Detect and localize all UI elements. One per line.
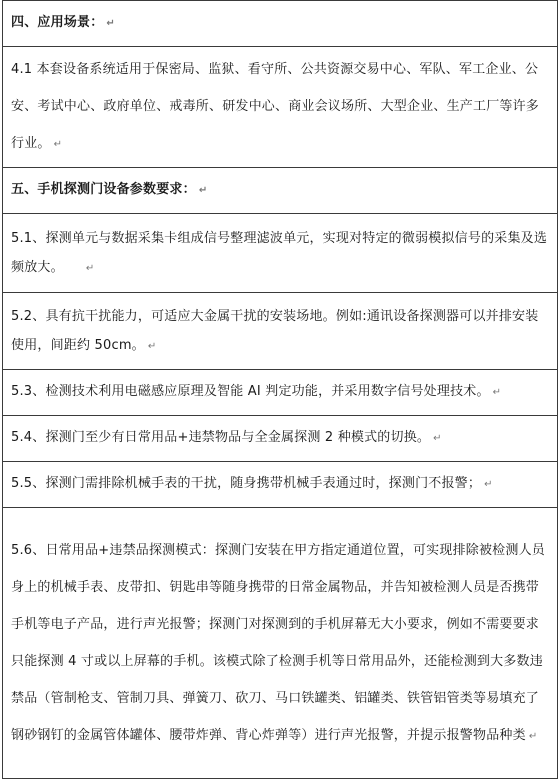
section-heading <box>3 168 558 214</box>
table-row <box>3 416 558 462</box>
table-cell <box>3 462 558 508</box>
cell-text: 5.4、探测门至少有日常用品+违禁物品与全金属探测 2 种模式的切换。 <box>11 430 431 445</box>
cell-text: 5.3、检测技术利用电磁感应原理及智能 AI 判定功能，并采用数字信号处理技术。 <box>11 384 490 399</box>
paragraph-mark-icon: ↵ <box>492 387 502 398</box>
table-cell <box>3 47 558 168</box>
table-row <box>3 462 558 508</box>
cell-text: 5.2、具有抗干扰能力，可适应大金属干扰的安装场地。例如:通讯设备探测器可以并排安装使用，间距约 50cm。 <box>11 308 539 353</box>
table-cell <box>3 508 558 779</box>
paragraph-mark-icon: ↵ <box>198 185 208 196</box>
paragraph-mark-icon: ↵ <box>106 18 115 29</box>
section-heading <box>3 1 558 47</box>
table-row <box>3 370 558 416</box>
table-cell <box>3 370 558 416</box>
table-row <box>3 214 558 293</box>
heading-text: 五、手机探测门设备参数要求： <box>11 182 196 197</box>
paragraph-mark-icon: ↵ <box>147 340 157 352</box>
table-row <box>3 508 558 779</box>
table-row <box>3 168 558 214</box>
paragraph-mark-icon: ↵ <box>85 262 95 274</box>
table-cell <box>3 214 558 293</box>
cell-text: 5.6、日常用品+违禁品探测模式：探测门安装在甲方指定通道位置，可实现排除被检测人员身上的机械手表、皮带扣、钥匙串等随身携带的日常金属物品，并告知被检测人员是否携带手机等电子产品，进行声光报警；探测门对探测到的手机屏幕无大小要求，例如不需要要求只能探测 4 寸或以上屏幕的手机。该模式除了检测手机等日常用品外，还能检测到大多数违禁品（管制枪支、管制刀具、弹簧刀、砍刀、马口铁罐类、铝罐类、铁管铝管类等易填充了钢砂钢钉的金属管体罐体、腰带炸弹、背心炸弹等）进行声光报警，并提示报警物品种类 <box>11 542 545 743</box>
table-row <box>3 1 558 47</box>
table-cell <box>3 416 558 462</box>
cell-text: 5.1、探测单元与数据采集卡组成信号整理滤波单元，实现对特定的微弱模拟信号的采集及选频放大。 <box>11 230 548 275</box>
table-row <box>3 47 558 168</box>
paragraph-mark-icon: ↵ <box>433 433 442 444</box>
table-cell <box>3 293 558 370</box>
cell-text: 4.1 本套设备系统适用于保密局、监狱、看守所、公共资源交易中心、军队、军工企业、公安、考试中心、政府单位、戒毒所、研发中心、商业会议场所、大型企业、生产工厂等许多行业。 <box>11 62 540 151</box>
spec-table <box>2 0 558 779</box>
paragraph-mark-icon: ↵ <box>528 730 538 742</box>
heading-text: 四、应用场景： <box>11 15 104 30</box>
table-row <box>3 293 558 370</box>
cell-text: 5.5、探测门需排除机械手表的干扰，随身携带机械手表通过时，探测门不报警； <box>11 476 482 491</box>
paragraph-mark-icon: ↵ <box>484 479 493 490</box>
paragraph-mark-icon: ↵ <box>53 139 63 150</box>
